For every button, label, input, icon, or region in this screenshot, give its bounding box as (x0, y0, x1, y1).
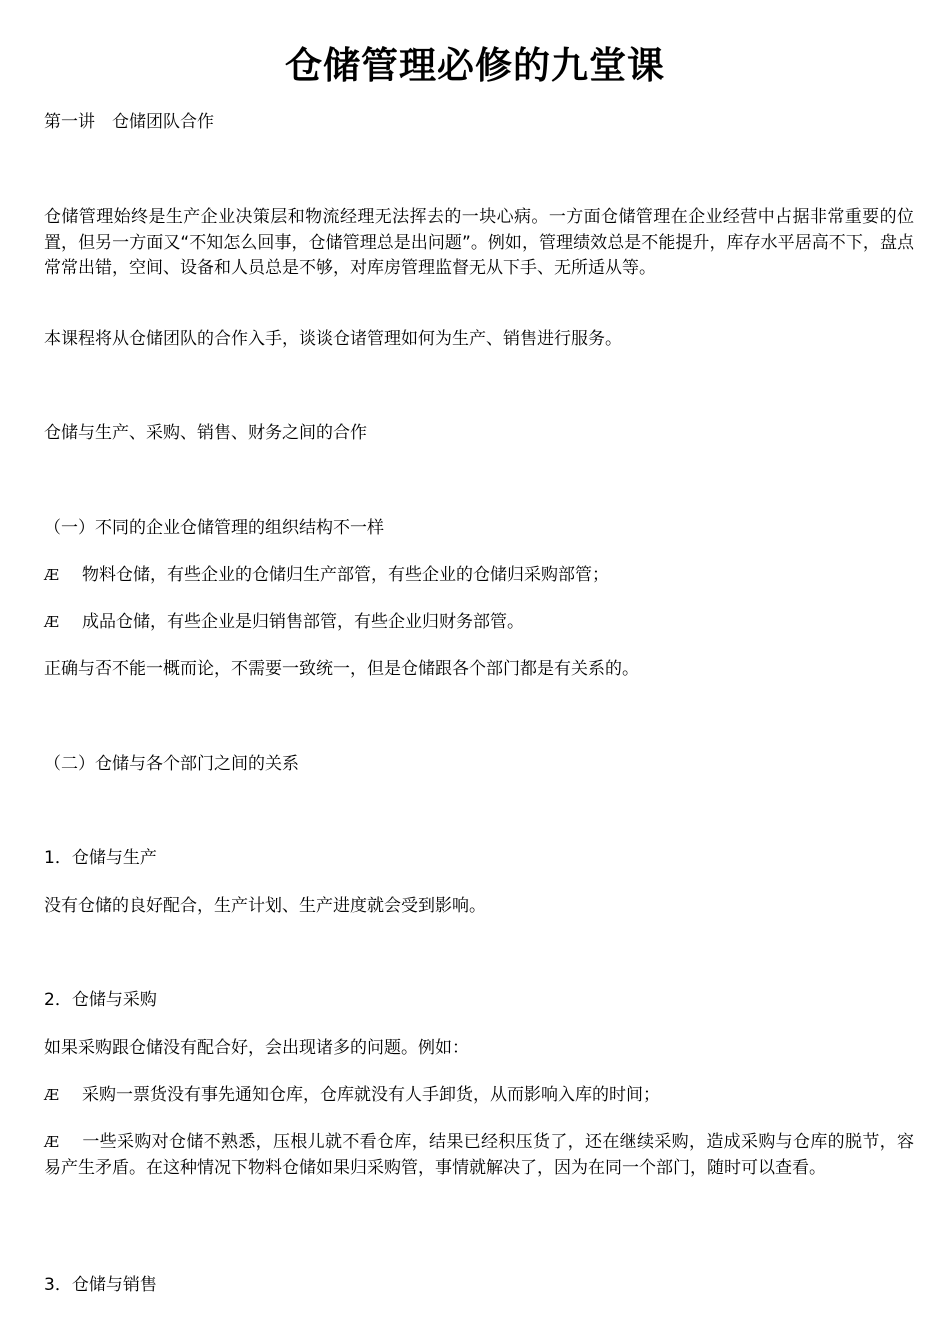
list-item-text: 成品仓储，有些企业是归销售部管，有些企业归财务部管。 (82, 612, 524, 632)
sub1-conclusion: 正确与否不能一概而论，不需要一致统一，但是仓储跟各个部门都是有关系的。 (44, 659, 639, 679)
sub1-heading: （一）不同的企业仓储管理的组织结构不一样 (44, 518, 384, 538)
item3-heading: 3．仓储与销售 (44, 1275, 157, 1295)
sub2-heading: （二）仓储与各个部门之间的关系 (44, 754, 299, 774)
item1-text: 没有仓储的良好配合，生产计划、生产进度就会受到影响。 (44, 896, 486, 916)
item2-text: 如果采购跟仓储没有配合好，会出现诸多的问题。例如： (44, 1038, 469, 1058)
item2-heading: 2．仓储与采购 (44, 990, 157, 1010)
intro-paragraph: 仓储管理始终是生产企业决策层和物流经理无法挥去的一块心病。一方面仓储管理在企业经营中占据非常重要的位置，但另一方面又“不知怎么回事，仓储管理总是出问题”。例如，管理绩效总是不能提升，库存水平居高不下，盘点常常出错，空间、设备和人员总是不够，对库房管理监督无从下手、无所适从等。 (44, 207, 914, 278)
bullet-icon: Æ (44, 1086, 60, 1104)
section-heading: 仓储与生产、采购、销售、财务之间的合作 (44, 423, 367, 443)
list-item (44, 610, 914, 636)
lecture-heading: 第一讲 仓储团队合作 (44, 112, 214, 132)
list-item (44, 1130, 914, 1181)
bullet-icon: Æ (44, 613, 60, 631)
bullet-icon: Æ (44, 1133, 60, 1151)
list-item-text: 采购一票货没有事先通知仓库，仓库就没有人手卸货，从而影响入库的时间； (82, 1085, 660, 1105)
document-title: 仓储管理必修的九堂课 (285, 44, 665, 87)
course-paragraph: 本课程将从仓储团队的合作入手，谈谈仓诸管理如何为生产、销售进行服务。 (44, 329, 622, 349)
list-item-text: 物料仓储，有些企业的仓储归生产部管，有些企业的仓储归采购部管； (82, 565, 609, 585)
item1-heading: 1．仓储与生产 (44, 848, 157, 868)
bullet-icon: Æ (44, 566, 60, 584)
list-item (44, 563, 914, 589)
list-item-text: 一些采购对仓储不熟悉，压根儿就不看仓库，结果已经积压货了，还在继续采购，造成采购与仓库的脱节，容易产生矛盾。在这种情况下物料仓储如果归采购管，事情就解决了，因为在同一个部门，随时可以查看。 (44, 1132, 914, 1178)
list-item (44, 1083, 914, 1109)
